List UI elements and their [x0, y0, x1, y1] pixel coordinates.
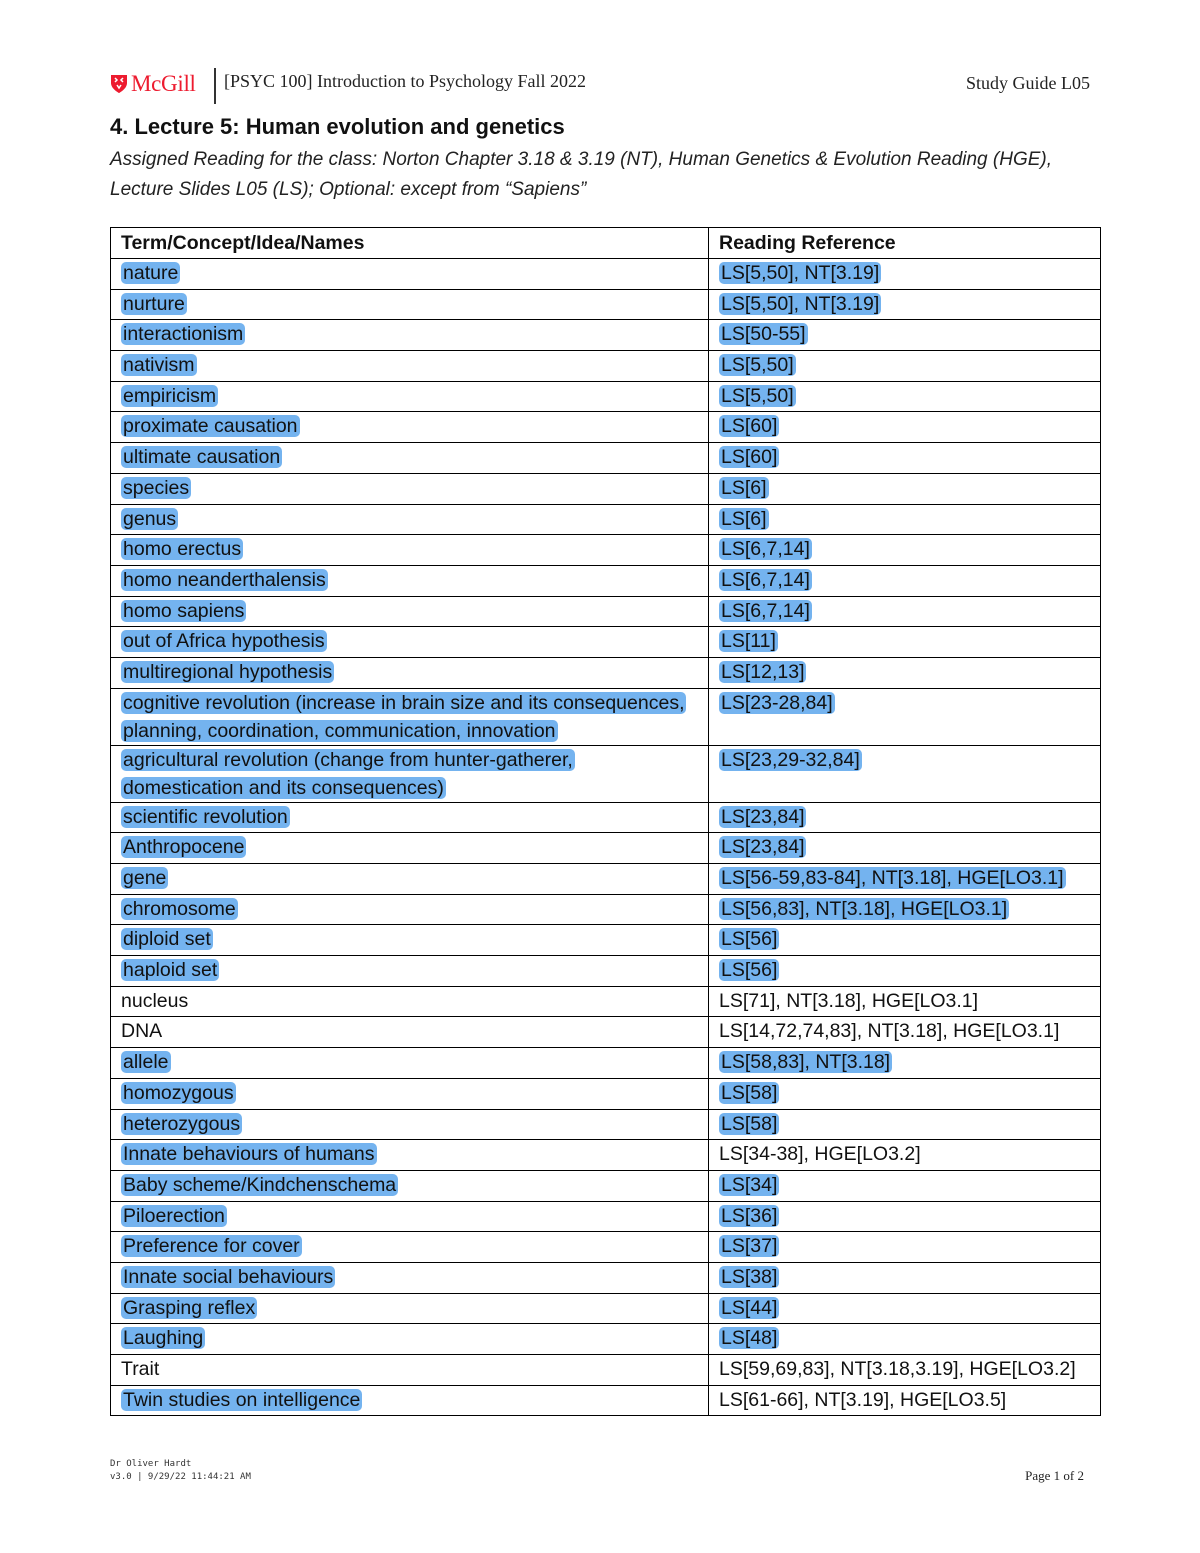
term-cell-text: scientific revolution	[123, 805, 288, 828]
term-cell	[111, 688, 709, 745]
table-row	[111, 986, 1101, 1017]
footer-meta	[110, 1458, 251, 1484]
reference-cell	[709, 596, 1101, 627]
table-row	[111, 259, 1101, 290]
reference-cell	[709, 320, 1101, 351]
term-cell	[111, 657, 709, 688]
term-cell	[111, 956, 709, 987]
term-cell-text: chromosome	[123, 897, 236, 920]
reference-cell	[709, 1170, 1101, 1201]
table-row	[111, 351, 1101, 382]
term-cell	[111, 412, 709, 443]
table-row	[111, 1293, 1101, 1324]
table-row	[111, 504, 1101, 535]
term-cell	[111, 1109, 709, 1140]
term-cell-text: nurture	[123, 292, 185, 315]
term-cell	[111, 864, 709, 895]
term-cell	[111, 1355, 709, 1386]
term-cell	[111, 565, 709, 596]
table-header-row	[111, 228, 1101, 259]
term-cell-text: Innate behaviours of humans	[123, 1143, 375, 1166]
reference-cell-text: LS[60]	[721, 415, 778, 438]
mcgill-shield-icon	[110, 74, 128, 94]
table-row	[111, 1324, 1101, 1355]
term-cell	[111, 1293, 709, 1324]
reference-cell-text: LS[59,69,83], NT[3.18,3.19], HGE[LO3.2]	[719, 1358, 1076, 1380]
term-cell-text: Grasping reflex	[123, 1296, 256, 1319]
term-cell	[111, 745, 709, 802]
reference-cell	[709, 657, 1101, 688]
term-cell	[111, 320, 709, 351]
term-cell	[111, 473, 709, 504]
reference-cell-text: LS[34-38], HGE[LO3.2]	[719, 1143, 921, 1166]
column-header-reference: Reading Reference	[709, 228, 1101, 259]
reference-cell	[709, 1078, 1101, 1109]
reference-cell	[709, 833, 1101, 864]
term-cell-text: genus	[123, 507, 177, 530]
reference-cell	[709, 1232, 1101, 1263]
term-cell	[111, 894, 709, 925]
term-cell-text: out of Africa hypothesis	[123, 630, 325, 653]
term-cell-text: multiregional hypothesis	[123, 660, 333, 683]
table-row	[111, 381, 1101, 412]
page-title: 4. Lecture 5: Human evolution and genetics	[110, 114, 565, 139]
assigned-reading-note: Assigned Reading for the class: Norton Chapter 3.18 & 3.19 (NT), Human Genetics & Evolution Reading (HGE), Lecture Slides L05 (LS); Optional: except from “Sapiens”	[110, 149, 1053, 200]
term-cell-text: Twin studies on intelligence	[123, 1388, 361, 1411]
reference-cell-text: LS[38]	[721, 1265, 778, 1288]
reference-cell-text: LS[56,83], NT[3.18], HGE[LO3.1]	[721, 897, 1008, 920]
reference-cell	[709, 627, 1101, 658]
term-cell-text: homo sapiens	[123, 599, 245, 622]
terms-table	[110, 227, 1101, 1416]
table-row	[111, 1109, 1101, 1140]
reference-cell	[709, 504, 1101, 535]
term-cell-text: Piloerection	[123, 1204, 225, 1227]
reference-cell-text: LS[6,7,14]	[721, 599, 810, 622]
table-row	[111, 1232, 1101, 1263]
reference-cell	[709, 443, 1101, 474]
reference-cell-text: LS[58]	[721, 1112, 778, 1135]
reference-cell-text: LS[56]	[721, 959, 778, 982]
table-row	[111, 1262, 1101, 1293]
reference-cell-text: LS[58]	[721, 1081, 778, 1104]
table-row	[111, 1140, 1101, 1171]
reference-cell	[709, 1293, 1101, 1324]
reference-cell	[709, 1355, 1101, 1386]
table-row	[111, 1170, 1101, 1201]
footer-author: Dr Oliver Hardt	[110, 1459, 192, 1469]
table-row	[111, 956, 1101, 987]
reference-cell	[709, 412, 1101, 443]
term-cell-text: homo erectus	[123, 538, 242, 561]
table-row	[111, 289, 1101, 320]
table-row	[111, 1078, 1101, 1109]
reference-cell	[709, 473, 1101, 504]
reference-cell-text: LS[23,84]	[721, 805, 805, 828]
term-cell-text: heterozygous	[123, 1112, 241, 1135]
table-row	[111, 1201, 1101, 1232]
term-cell	[111, 1201, 709, 1232]
reference-cell	[709, 1262, 1101, 1293]
reference-cell-text: LS[34]	[721, 1173, 778, 1196]
course-title: [PSYC 100] Introduction to Psychology Fall 2022	[224, 71, 587, 91]
table-row	[111, 864, 1101, 895]
term-cell-text: ultimate causation	[123, 446, 281, 469]
term-cell	[111, 443, 709, 474]
table-row	[111, 1017, 1101, 1048]
table-row	[111, 596, 1101, 627]
table-row	[111, 320, 1101, 351]
reference-cell-text: LS[11]	[721, 630, 776, 653]
reference-cell	[709, 381, 1101, 412]
term-cell-text: homozygous	[123, 1081, 234, 1104]
header-divider	[214, 68, 216, 104]
term-cell-text: Innate social behaviours	[123, 1265, 334, 1288]
reference-cell	[709, 745, 1101, 802]
reference-cell	[709, 535, 1101, 566]
term-cell-text: species	[123, 476, 190, 499]
reference-cell-text: LS[12,13]	[721, 660, 805, 683]
reference-cell-text: LS[6]	[721, 476, 767, 499]
reference-cell-text: LS[5,50], NT[3.19]	[721, 292, 880, 315]
reference-cell-text: LS[60]	[721, 446, 778, 469]
term-cell-text: interactionism	[123, 323, 244, 346]
reference-cell-text: LS[44]	[721, 1296, 778, 1319]
reference-cell-text: LS[50-55]	[721, 323, 806, 346]
table-row	[111, 473, 1101, 504]
reference-cell	[709, 1385, 1101, 1416]
term-cell-text: Trait	[121, 1358, 160, 1380]
column-header-term: Term/Concept/Idea/Names	[111, 228, 709, 259]
reference-cell	[709, 1201, 1101, 1232]
reference-cell-text: LS[14,72,74,83], NT[3.18], HGE[LO3.1]	[719, 1020, 1060, 1043]
table-row	[111, 565, 1101, 596]
term-cell	[111, 1048, 709, 1079]
term-cell	[111, 504, 709, 535]
term-cell-text: nature	[123, 262, 179, 284]
term-cell-text: Preference for cover	[123, 1235, 300, 1258]
term-cell	[111, 289, 709, 320]
term-cell	[111, 1017, 709, 1048]
reference-cell	[709, 1140, 1101, 1171]
term-cell-text: diploid set	[123, 928, 211, 951]
table-row	[111, 802, 1101, 833]
reference-cell-text: LS[23,29-32,84]	[721, 748, 860, 771]
reference-cell	[709, 864, 1101, 895]
term-cell-text: empiricism	[123, 384, 217, 407]
table-row	[111, 1355, 1101, 1386]
reference-cell	[709, 1324, 1101, 1355]
reference-cell-text: LS[6]	[721, 507, 767, 530]
term-cell-text: haploid set	[123, 959, 218, 982]
term-cell	[111, 1170, 709, 1201]
reference-cell-text: LS[23,84]	[721, 836, 805, 859]
terms-table-body	[111, 259, 1101, 1416]
reference-cell	[709, 894, 1101, 925]
term-cell-text: agricultural revolution (change from hunter-gatherer, domestication and its consequences)	[123, 748, 573, 799]
reference-cell-text: LS[56]	[721, 928, 778, 951]
reference-cell-text: LS[48]	[721, 1327, 778, 1350]
page-header	[110, 68, 1090, 108]
page-number: Page 1 of 2	[1025, 1468, 1084, 1483]
study-guide-label: Study Guide L05	[966, 73, 1090, 93]
table-row	[111, 412, 1101, 443]
term-cell	[111, 1324, 709, 1355]
term-cell	[111, 535, 709, 566]
table-row	[111, 657, 1101, 688]
logo-text: McGill	[131, 71, 196, 96]
term-cell-text: allele	[123, 1051, 169, 1074]
reference-cell-text: LS[5,50]	[721, 354, 794, 377]
reference-cell	[709, 259, 1101, 290]
table-row	[111, 894, 1101, 925]
term-cell	[111, 351, 709, 382]
term-cell	[111, 596, 709, 627]
reference-cell	[709, 1048, 1101, 1079]
reference-cell-text: LS[58,83], NT[3.18]	[721, 1051, 891, 1074]
reference-cell-text: LS[23-28,84]	[721, 691, 833, 714]
term-cell	[111, 1262, 709, 1293]
table-row	[111, 1048, 1101, 1079]
reference-cell	[709, 351, 1101, 382]
reference-cell	[709, 565, 1101, 596]
table-row	[111, 535, 1101, 566]
term-cell	[111, 381, 709, 412]
table-row	[111, 627, 1101, 658]
term-cell	[111, 925, 709, 956]
term-cell	[111, 627, 709, 658]
reference-cell	[709, 956, 1101, 987]
mcgill-logo	[110, 71, 196, 97]
reference-cell-text: LS[5,50]	[721, 384, 794, 407]
table-row	[111, 688, 1101, 745]
term-cell	[111, 802, 709, 833]
reference-cell-text: LS[6,7,14]	[721, 538, 810, 561]
term-cell	[111, 986, 709, 1017]
term-cell-text: Laughing	[123, 1327, 204, 1350]
reference-cell	[709, 688, 1101, 745]
term-cell	[111, 1232, 709, 1263]
term-cell-text: homo neanderthalensis	[123, 568, 326, 591]
reference-cell-text: LS[36]	[721, 1204, 778, 1227]
reference-cell	[709, 1109, 1101, 1140]
term-cell-text: gene	[123, 867, 167, 889]
reference-cell-text: LS[56-59,83-84], NT[3.18], HGE[LO3.1]	[721, 867, 1064, 889]
term-cell-text: nucleus	[121, 989, 189, 1012]
table-row	[111, 833, 1101, 864]
reference-cell-text: LS[37]	[721, 1235, 778, 1258]
table-row	[111, 443, 1101, 474]
reference-cell	[709, 802, 1101, 833]
reference-cell	[709, 925, 1101, 956]
reference-cell-text: LS[71], NT[3.18], HGE[LO3.1]	[719, 989, 979, 1012]
footer-version: v3.0 | 9/29/22 11:44:21 AM	[110, 1472, 251, 1482]
term-cell	[111, 1140, 709, 1171]
term-cell	[111, 833, 709, 864]
reference-cell-text: LS[6,7,14]	[721, 568, 810, 591]
term-cell-text: cognitive revolution (increase in brain size and its consequences, planning, coordination, communication, innovation	[123, 691, 685, 742]
table-row	[111, 1385, 1101, 1416]
reference-cell-text: LS[5,50], NT[3.19]	[721, 262, 880, 284]
reference-cell	[709, 1017, 1101, 1048]
term-cell-text: DNA	[121, 1020, 163, 1043]
table-row	[111, 745, 1101, 802]
term-cell	[111, 1078, 709, 1109]
reference-cell	[709, 986, 1101, 1017]
table-row	[111, 925, 1101, 956]
term-cell-text: nativism	[123, 354, 195, 377]
term-cell	[111, 259, 709, 290]
reference-cell-text: LS[61-66], NT[3.19], HGE[LO3.5]	[719, 1388, 1007, 1411]
reference-cell	[709, 289, 1101, 320]
term-cell-text: Anthropocene	[123, 836, 245, 859]
term-cell-text: Baby scheme/Kindchenschema	[123, 1173, 397, 1196]
term-cell-text: proximate causation	[123, 415, 298, 438]
term-cell	[111, 1385, 709, 1416]
